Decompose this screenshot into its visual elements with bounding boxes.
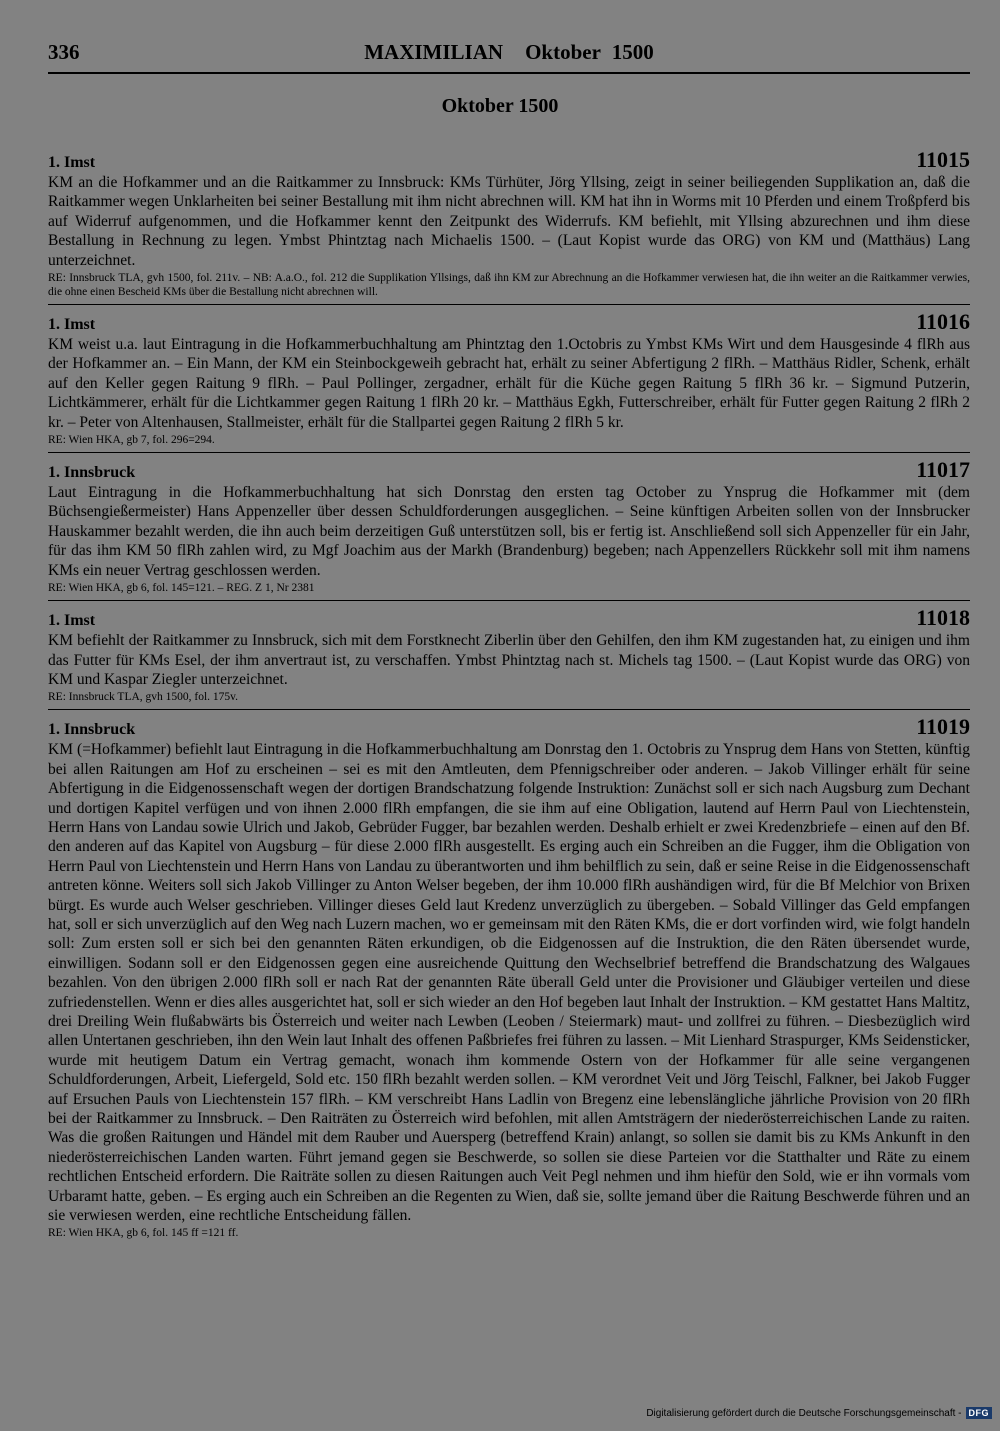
page-header [48,40,970,76]
entry-number: 11015 [916,147,970,172]
entry-place: 1. Innsbruck [48,721,136,739]
section-title: Oktober 1500 [441,95,559,117]
entry-text: Laut Eintragung in die Hofkammerbuchhaltung hat sich Donrstag den ersten tag October zu Ynsprug die Hofkammer mit (dem Büchsengießermeister) Hans Appenzeller über dessen Schuldforderungen ausgeglichen. – Seine künftigen Arbeiten sollen von der Innsbrucker Hauskammer bezahlt werden, die ihn auch beim derzeitigen Guß unterstützen soll, bis er fertig ist. Anschließend soll sich Appenzeller für ein Jahr, für das ihm KM 50 flRh zahlen wird, zu Mgf Joachim aus der Markh (Brandenburg) begeben; nach Appenzellers Rückkehr soll mit ihm namens KMs ein neuer Vertrag geschlossen werden. [48,484,970,579]
entry-11019 [48,714,970,1240]
entry-text: KM (=Hofkammer) befiehlt laut Eintragung in die Hofkammerbuchhaltung am Donrstag den 1. Octobris zu Ynsprug dem Hans von Stetten, künftig bei allen Raitungen am Hof zu erscheinen – sei es mit den Amtleuten, dem Pfennigschreiber oder anderen. – Jakob Villinger erhält für seine Abfertigung in die Eidgenossenschaft wegen der dortigen Brandschatzung folgende Instruktion: Zunächst soll er sich nach Augsburg zum Dechant und dortigen Kapitel verfügen und von ihnen 2.000 flRh empfangen, die sie ihm auf eine Obligation, lautend auf Herrn Paul von Liechtenstein, Herrn Hans von Landau sowie Ulrich und Jakob, Gebrüder Fugger, bar bezahlen werden. Deshalb erhielt er zwei Kredenzbriefe – einen auf den Bf. den anderen auf das Kapitel von Augsburg – für diese 2.000 flRh ausgestellt. Es erging auch ein Schreiben an die Fugger, ihm die Obligation von Herrn Paul von Liechtenstein und Herrn Hans von Landau zu überantworten und ihm behilflich zu sein, daß er seine Reise in die Eidgenossenschaft antreten könne. Weiters soll sich Jakob Villinger zu Anton Welser begeben, der ihm 10.000 flRh aushändigen wird, für die Bf Melchior von Brixen bürgt. Es wurde auch Welser geschrieben. Villinger dieses Geld laut Kredenz unverzüglich zu übergeben. – Sobald Villinger das Geld empfangen hat, soll er sich unverzüglich auf den Weg nach Luzern machen, wo er gemeinsam mit den Räten KMs, die er dort vorfinden wird, wie folgt handeln soll: Zum ersten soll er sich bei den genannten Räten erkundigen, ob die Eidgenossen auf die Instruktion, die den Räten übersendet wurde, einwilligen. Sodann soll er den Eidgenossen gegen eine ausreichende Quittung den Wechselbrief betreffend die Brandschatzung des Walgaues bezahlen. Von den übrigen 2.000 flRh soll er nach Rat der genannten Räte überall Geld unter die Provisioner und Gläubiger verteilen und diese zufriedenstellen. Wenn er dies alles ausgerichtet hat, soll er sich wieder an den Hof begeben laut Inhalt der Instruktion. – KM gestattet Hans Maltitz, drei Dreiling Wein flußabwärts bis Österreich und weiter nach Lewben (Leoben / Steiermark) maut- und zollfrei zu führen. – Diesbezüglich wird allen Untertanen geschrieben, ihn den Wein laut Inhalt des offenen Paßbriefes frei führen zu lassen. – Mit Lienhard Straspurger, KMs Seidensticker, wurde mit heutigem Datum ein Vertrag gemacht, wonach ihm kommende Ostern von der Hofkammer für alle seine vergangenen Schuldforderungen, Arbeit, Liefergeld, Sold etc. 150 flRh bezahlt werden sollen. – KM verordnet Veit und Jörg Teischl, Falkner, bei Jakob Fugger auf Ersuchen Pauls von Liechtenstein 157 flRh. – KM verschreibt Hans Ladlin von Bregenz eine lebenslängliche jährliche Provision von 20 flRh bei der Raitkammer zu Innsbruck. – Den Raiträten zu Österreich wird befohlen, mit allen Amtsträgern der niederösterreichischen Lande zu raiten. Was die großen Raitungen und Händel mit dem Rauber und Auersperg (betreffend Krain) anlangt, so sollen sie damit bis zu KMs Ankunft in den niederösterreichischen Landen warten. Führt jemand gegen sie Beschwerde, so sollen sie diese Parteien vor die Statthalter und Räte zu einem rechtlichen Entscheid erfordern. Die Raiträte sollen zu diesen Raitungen auch Veit Pegl nehmen und ihm hiefür den Sold, wie er ihn vormals vom Urbaramt hatte, geben. – Es erging auch ein Schreiben an die Regenten zu Wien, daß sie, sollte jemand über die Raitung Beschwerde führen und an sie verwiesen werden, eine rechtliche Entscheidung fällen. [48,741,970,1225]
entry-text: KM befiehlt der Raitkammer zu Innsbruck, sich mit dem Forstknecht Ziberlin über den Gehilfen, den ihm KM zugestanden hat, zu einigen und ihm das Futter für KMs Esel, der ihm anvertraut ist, zu verschaffen. Ymbst Phintztag nach st. Michels tag 1500. – (Laut Kopist wurde das ORG) von KM und Kaspar Ziegler unterzeichnet. [48,632,970,688]
entry-divider [48,304,970,305]
entry-divider [48,600,970,601]
running-head-title: MAXIMILIAN [364,40,504,64]
dfg-logo: DFG [966,1407,993,1419]
entry-reference: RE: Innsbruck TLA, gvh 1500, fol. 211v. – NB: A.a.O., fol. 212 die Supplikation Yllsings, daß ihn KM zur Abrechnung an die Hofkammer verwiesen hat, die ihn weiter an die Raitkammer verwies, die ohne einen Bescheid KMs über die Bestallung nicht abrechnen will. [48,272,970,299]
entry-reference: RE: Wien HKA, gb 7, fol. 296=294. [48,434,215,447]
running-head-date: Oktober 1500 [525,40,654,64]
footer-text: Digitalisierung gefördert durch die Deutsche Forschungsgemeinschaft - [646,1407,962,1419]
entry-number: 11018 [916,605,970,631]
entry-11017 [48,457,970,595]
entry-place: 1. Imst [48,316,96,334]
entry-place: 1. Imst [48,154,96,171]
entry-reference: RE: Wien HKA, gb 6, fol. 145 ff =121 ff. [48,1227,239,1240]
entry-place: 1. Innsbruck [48,464,136,482]
entry-divider [48,709,970,710]
entry-head [48,309,970,335]
entry-text: KM weist u.a. laut Eintragung in die Hofkammerbuchhaltung am Phintztag den 1.Octobris zu Ymbst KMs Wirt und dem Hausgesinde 4 flRh aus der Hofkammer an. – Ein Mann, der KM ein Steinbockgeweih gebracht hat, erhält zu seiner Abfertigung 2 flRh. – Matthäus Ridler, Schenk, erhält auf den Keller gegen Raitung 9 flRh. – Paul Pollinger, zergadner, erhält für die Küche gegen Raitung 5 flRh 36 kr. – Sigmund Putzerin, Lichtkämmerer, erhält für die Lichtkammer gegen Raitung 1 flRh 20 kr. – Matthäus Egkh, Futterschreiber, erhält für Futter gegen Raitung 2 flRh 2 kr. – Peter von Altenhausen, Stallmeister, erhält für die Stallpartei gegen Raitung 2 flRh 5 kr. [48,336,970,431]
entry-head [48,457,970,483]
entry-place: 1. Imst [48,612,96,630]
entry-11018 [48,605,970,704]
running-head [48,40,970,65]
entry-head [48,714,970,740]
header-rule [48,72,970,74]
entry-11016 [48,309,970,447]
entry-number: 11017 [916,457,970,483]
entry-11015 [48,147,970,299]
entry-number: 11016 [916,309,970,335]
entry-head [48,147,970,173]
entry-number: 11019 [916,714,970,740]
entry-head [48,605,970,631]
entry-text: KM an die Hofkammer und an die Raitkammer zu Innsbruck: KMs Türhüter, Jörg Yllsing, zeigt in seiner beiliegenden Supplikation an, daß die Raitkammer wegen Unklarheiten bei seiner Bestallung mit ihm nicht abrechnen will. KM hat ihn in Worms mit 10 Pferden und einem Troßpferd bis auf Widerruf aufgenommen, und die Hofkammer kennt den Zeitpunkt des Widerrufs. KM befiehlt, mit Yllsing abzurechnen und ihm diese Bestallung in Rechnung zu legen. Ymbst Phintztag nach Michaelis 1500. – (Laut Kopist wurde das ORG) von KM und (Matthäus) Lang unterzeichnet. [48,174,970,269]
entry-reference: RE: Innsbruck TLA, gvh 1500, fol. 175v. [48,691,239,704]
page-number: 336 [48,40,80,64]
entry-divider [48,452,970,453]
entry-reference: RE: Wien HKA, gb 6, fol. 145=121. – REG. Z 1, Nr 2381 [48,582,315,595]
entries-list [48,147,970,1240]
footer [646,1407,992,1419]
